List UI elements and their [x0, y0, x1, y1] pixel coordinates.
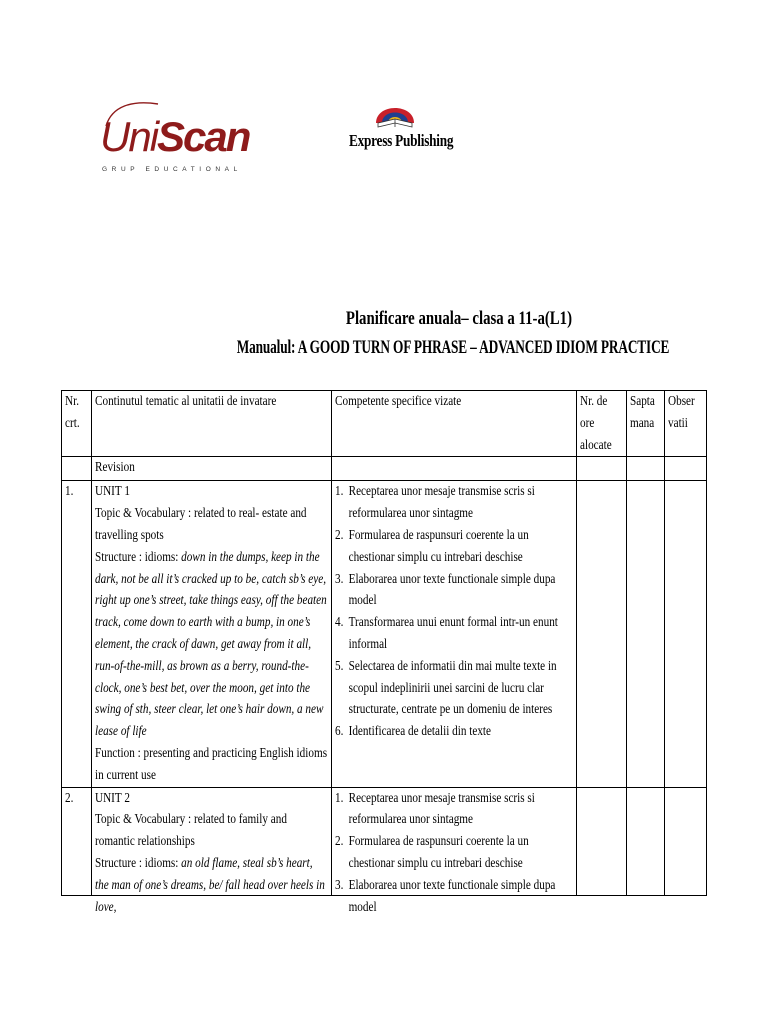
table-row — [62, 787, 707, 895]
row-competences — [332, 481, 577, 787]
header-nr: Nr. crt. — [62, 391, 92, 457]
competence-list — [335, 788, 573, 919]
list-item: 4. Transformarea unui enunt formal intr-un enunt informal — [335, 615, 558, 652]
header-hours: Nr. de ore alocate — [577, 391, 627, 457]
unit-structure-label: Structure : idioms: — [95, 549, 182, 565]
row-nr: 1. — [62, 481, 92, 787]
list-item: 6. Identificarea de detalii din texte — [335, 724, 492, 740]
header-week: Sapta mana — [627, 391, 665, 457]
header-content: Continutul tematic al unitatii de invatare — [92, 391, 332, 457]
list-item: 3. Elaborarea unor texte functionale simple dupa model — [335, 571, 556, 609]
document-subtitle: Manualul: A GOOD TURN OF PHRASE – ADVANCED IDIOM PRACTICE — [236, 337, 670, 358]
unit-topic: Topic & Vocabulary : related to real- estate and travelling spots — [95, 506, 307, 543]
list-item: 3. Elaborarea unor texte functionale simple dupa model — [335, 877, 556, 915]
unit-title: UNIT 1 — [95, 484, 130, 500]
list-item: 1. Receptarea unor mesaje transmise scris si reformularea unor sintagme — [335, 790, 535, 828]
revision-cell: Revision — [92, 457, 332, 481]
row-nr: 2. — [62, 787, 92, 895]
table-row — [62, 481, 707, 787]
unit-idioms: down in the dumps, keep in the dark, not be all it’s cracked up to be, catch sb’s eye, right up one’s street, take things easy, off the beaten track, come down to earth with a bump, in one’s element, the crack of dawn, get away from it all, run-of-the-mill, as brown as a berry, round-the-clock, one’s best bet, over the moon, get into the swing of sth, steer clear, let one’s hair down, a new lease of life — [95, 549, 327, 740]
table-header-row — [62, 391, 707, 457]
unit-topic: Topic & Vocabulary : related to family and romantic relationships — [95, 812, 287, 850]
express-publishing-logo — [345, 93, 454, 157]
unit-structure-label: Structure : idioms: — [95, 855, 182, 871]
uniscan-logo — [100, 98, 250, 178]
express-emblem-icon — [370, 93, 420, 131]
list-item: 5. Selectarea de informatii din mai multe texte in scopul indeplinirii unei sarcini de lucru clar structurate, centrate pe un domeniu de interes — [335, 658, 557, 718]
uniscan-brand-scan: Scan — [157, 113, 250, 160]
uniscan-brand-uni: Uni — [100, 113, 158, 160]
row-content — [92, 481, 332, 787]
header-obs: Obser vatii — [665, 391, 707, 457]
competence-list — [335, 481, 573, 743]
row-content — [92, 787, 332, 915]
list-item: 1. Receptarea unor mesaje transmise scris si reformularea unor sintagme — [335, 484, 535, 522]
unit-idioms: an old flame, steal sb’s heart, the man of one’s dreams, be/ fall head over heels in love, — [95, 855, 325, 915]
express-publishing-text: Express Publishing — [349, 131, 454, 150]
header-competences: Competente specifice vizate — [332, 391, 577, 457]
row-competences — [332, 787, 577, 915]
unit-title: UNIT 2 — [95, 790, 130, 806]
table-row-revision — [62, 457, 707, 481]
list-item: 2. Formularea de raspunsuri coerente la un chestionar simplu cu intrebari deschise — [335, 527, 529, 565]
uniscan-subtitle: GRUP EDUCATIONAL — [102, 166, 242, 173]
list-item: 2. Formularea de raspunsuri coerente la un chestionar simplu cu intrebari deschise — [335, 834, 529, 871]
unit-function: Function : presenting and practicing English idioms in current use — [95, 745, 328, 783]
uniscan-wordmark — [100, 113, 250, 160]
planning-table — [61, 390, 707, 915]
document-title: Planificare anuala– clasa a 11-a(L1) — [345, 308, 573, 329]
